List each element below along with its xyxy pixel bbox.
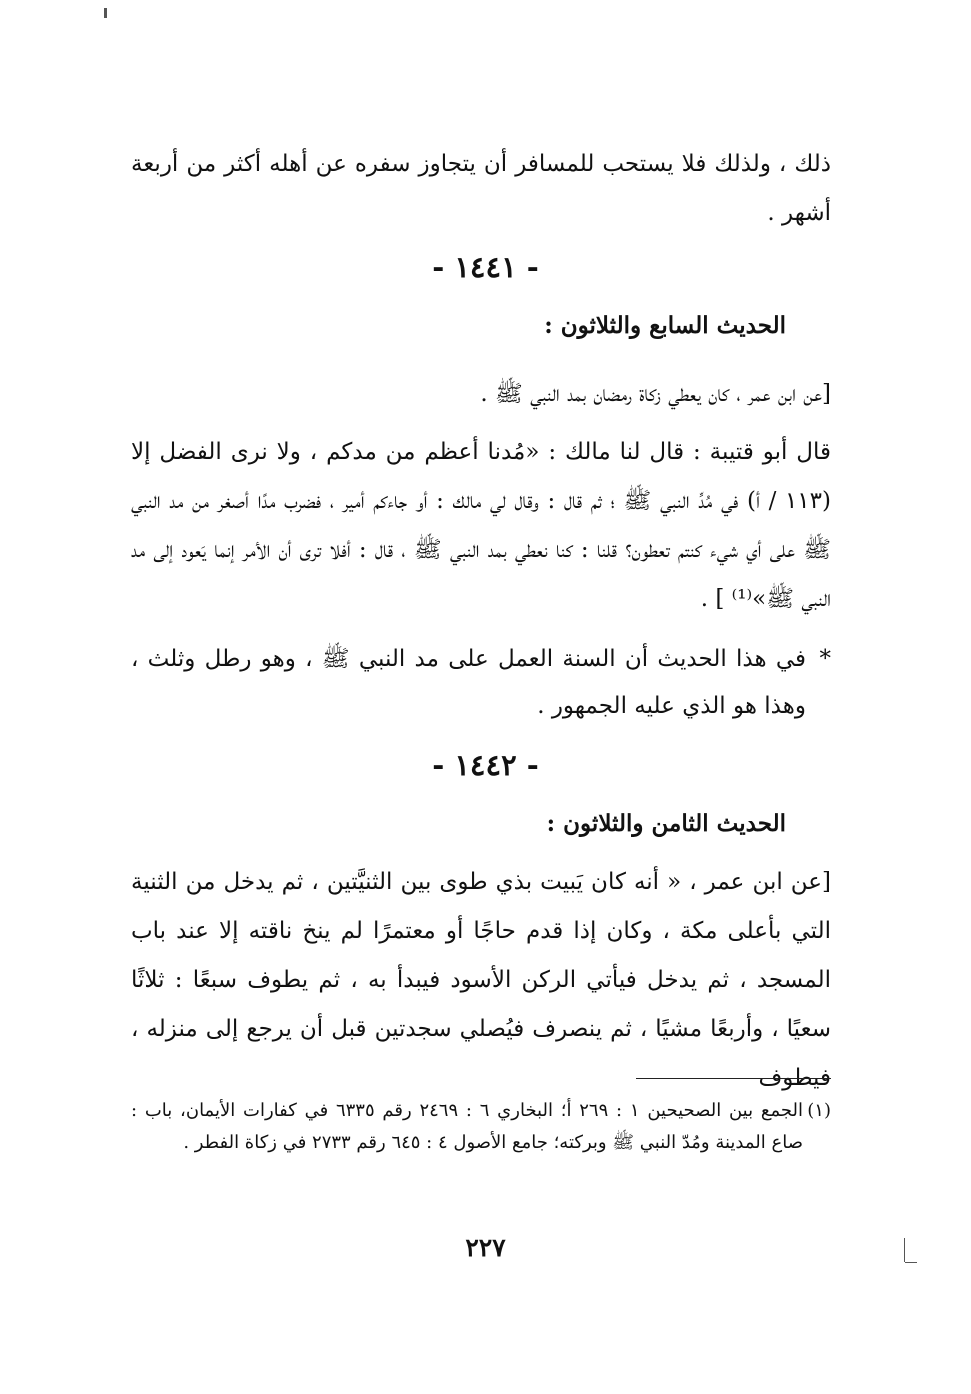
hadith-text-1442: [عن ابن عمر ، « أنه كان يَبيت بذي طوى بين الثنيَّتين ، ثم يدخل من الثنية التي بأعلى مكة ، وكان إذا قدم حاجًا أو معتمرًا لم ينخ ناقته إلا عند باب المسجد ، ثم يدخل فيأتي الركن الأسود فيبدأ به ، ثم يطوف سبعًا : ثلاثًا سعيًا ، وأربعًا مشيًا ، ثم ينصرف فيُصلي سجدتين قبل أن يرجع إلى منزله ، فيطوف [131, 869, 831, 1091]
intro-paragraph: ذلك ، ولذلك فلا يستحب للمسافر أن يتجاوز سفره عن أهله أكثر من أربعة أشهر . [131, 151, 831, 226]
note-star-marker: * [819, 646, 831, 672]
footnote-divider [636, 1078, 831, 1079]
footnote-item [131, 1095, 831, 1159]
scan-speck [104, 8, 107, 18]
footnote-marker: (١) [807, 1100, 831, 1121]
hadith-text-1441: [عن ابن عمر ، كان يعطي زكاة رمضان بمد النبي ﷺ . [480, 381, 831, 407]
hadith-number-1441: - ١٤٤١ - [432, 250, 539, 284]
scan-speck [904, 1238, 905, 1262]
footnote-text: الجمع بين الصحيحين ١ : ٢٦٩ أ؛ البخاري ٦ : ٢٤٦٩ رقم ٦٣٣٥ في كفارات الأيمان، باب : صاع المدينة ومُدّ النبي ﷺ وبركته؛ جامع الأصول ٤ : ٦٤٥ رقم ٢٧٣٣ في زكاة الفطر . [131, 1100, 803, 1153]
commentary-1441: قال أبو قتيبة : قال لنا مالك : «مُدنا أعظم من مدكم ، ولا نرى الفضل إلا (١١٣ / أ) في مُدِّ النبي ﷺ ؛ ثم قال : وقال لي مالك : أو جاءكم أمير ، فضرب مدًا أصغر من مد النبي ﷺ على أي شيء كنتم تعطون؟ قلنا : كنا نعطي بمد النبي ﷺ ، قال : أفلا ترى أن الأمر إنما يَعود إلى مد النبي ﷺ»⁽¹⁾ ] . [131, 439, 831, 612]
hadith-title-38: الحديث الثامن والثلاثون : [546, 810, 786, 837]
footnotes [131, 1095, 831, 1159]
scan-speck [905, 1262, 917, 1263]
note-1441: في هذا الحديث أن السنة العمل على مد النبي ﷺ ، وهو رطل وثلث ، وهذا هو الذي عليه الجمهور . [131, 646, 806, 719]
hadith-number-1442: - ١٤٤٢ - [432, 748, 539, 782]
hadith-title-37: الحديث السابع والثلاثون : [544, 312, 786, 339]
page-number: ٢٢٧ [465, 1233, 506, 1262]
